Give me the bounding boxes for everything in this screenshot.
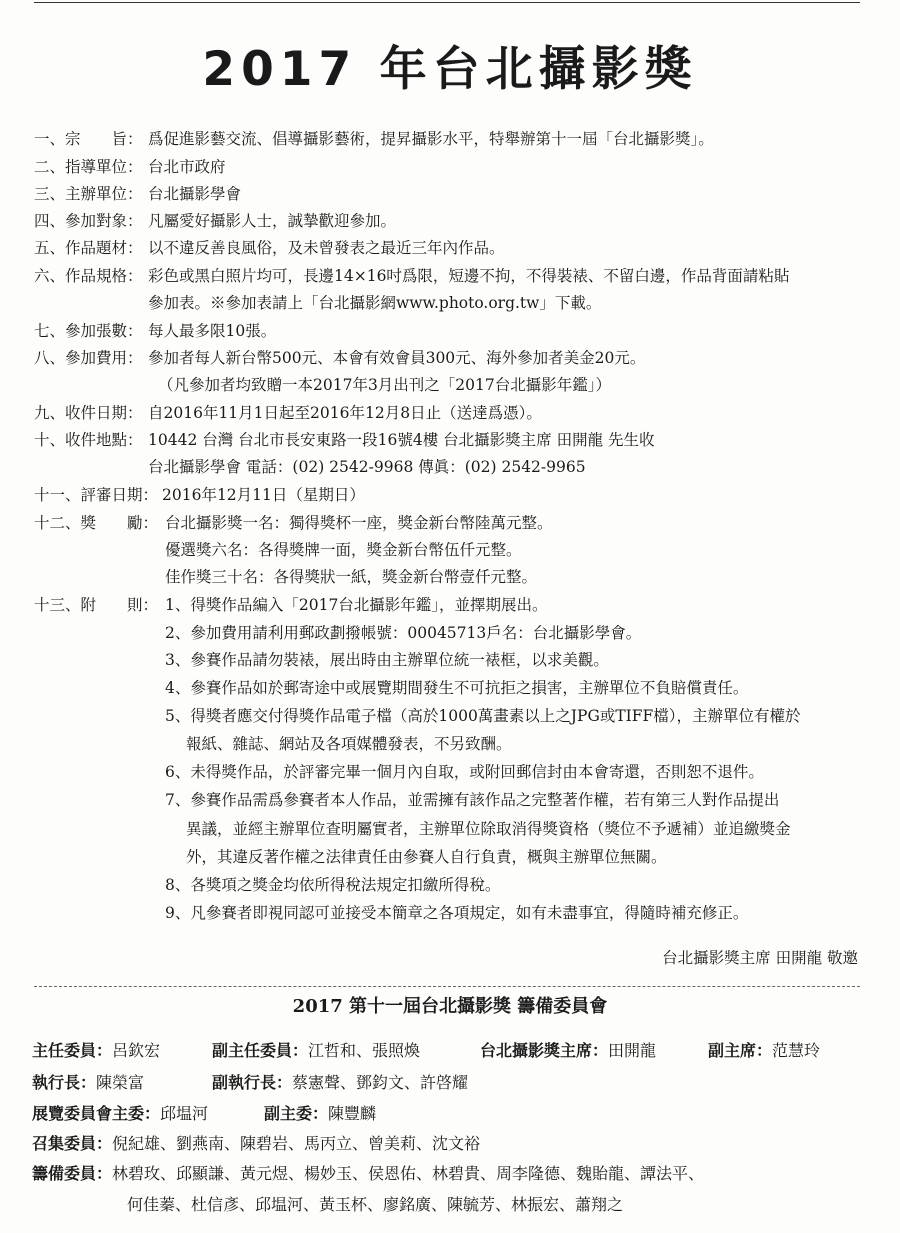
rule-line bbox=[165, 622, 641, 644]
rule-label: 十三、附 則： bbox=[34, 596, 159, 614]
rule-text: 佳作獎三十名：各得獎狀一紙，獎金新台幣壹仟元整。 bbox=[165, 568, 538, 586]
rule-line bbox=[148, 456, 586, 478]
rule-line bbox=[165, 902, 748, 924]
rule-text: 4、參賽作品如於郵寄途中或展覽期間發生不可抗拒之損害，主辦單位不負賠償責任。 bbox=[165, 679, 749, 697]
committee-member bbox=[32, 1163, 704, 1185]
rule-label: 三、主辦單位： bbox=[34, 185, 143, 203]
committee-names: 蔡憲聲、鄧鈞文、許啓耀 bbox=[292, 1073, 469, 1092]
committee-role: 展覽委員會主委： bbox=[32, 1104, 161, 1123]
rule-label: 六、作品規格： bbox=[34, 267, 143, 285]
rule-line bbox=[165, 874, 500, 896]
rule-line bbox=[34, 265, 789, 287]
committee-names: 江哲和、張照煥 bbox=[308, 1041, 421, 1060]
rule-text: 台北攝影學會 bbox=[148, 185, 242, 203]
committee-names: 陳豐麟 bbox=[328, 1104, 377, 1123]
rule-line bbox=[34, 128, 714, 150]
rule-line bbox=[165, 677, 748, 699]
rule-line bbox=[165, 539, 522, 561]
committee-names: 倪紀雄、劉燕南、陳碧岩、馬丙立、曾美莉、沈文裕 bbox=[112, 1134, 481, 1153]
rule-text: 6、未得獎作品，於評審完畢一個月內自取，或附回郵信封由本會寄還，否則恕不退件。 bbox=[165, 763, 764, 781]
rule-label: 五、作品題材： bbox=[34, 239, 143, 257]
committee-names: 范慧玲 bbox=[772, 1041, 821, 1060]
rule-label: 十、收件地點： bbox=[34, 431, 143, 449]
committee-role: 副執行長： bbox=[212, 1073, 293, 1092]
rule-label: 十一、評審日期： bbox=[34, 486, 159, 504]
committee-role: 主任委員： bbox=[32, 1041, 113, 1060]
committee-member bbox=[127, 1194, 623, 1216]
rule-label: 一、宗 旨： bbox=[34, 130, 143, 148]
rule-text: 台北攝影獎一名：獨得獎杯一座，獎金新台幣陸萬元整。 bbox=[165, 514, 553, 532]
committee-names: 呂欽宏 bbox=[112, 1041, 161, 1060]
rule-text: 參加者每人新台幣500元、本會有效會員300元、海外參加者美金20元。 bbox=[148, 349, 646, 367]
rule-text: 10442 台灣 台北市長安東路一段16號4樓 台北攝影獎主席 田開龍 先生收 bbox=[148, 431, 655, 449]
rule-text: 每人最多限10張。 bbox=[148, 322, 277, 340]
committee-names: 何佳蓁、杜信彥、邱塭河、黃玉杯、廖銘廣、陳毓芳、林振宏、蕭翔之 bbox=[127, 1195, 624, 1214]
rule-line bbox=[34, 594, 548, 616]
rule-text: 1、得獎作品編入「2017台北攝影年鑑」，並擇期展出。 bbox=[165, 596, 548, 614]
rule-text: （凡參加者均致贈一本2017年3月出刊之「2017台北攝影年鑑」） bbox=[158, 376, 612, 394]
rule-label: 七、參加張數： bbox=[34, 322, 143, 340]
rule-text: 凡屬愛好攝影人士，誠摯歡迎參加。 bbox=[148, 212, 397, 230]
rule-text: 台北市政府 bbox=[148, 158, 226, 176]
committee-role: 台北攝影獎主席： bbox=[480, 1041, 609, 1060]
rule-line bbox=[148, 292, 601, 314]
rule-text: 爲促進影藝交流、倡導攝影藝術，提昇攝影水平，特舉辦第十一屆「台北攝影獎」。 bbox=[148, 130, 714, 148]
committee-member bbox=[212, 1072, 468, 1094]
rule-line bbox=[34, 347, 645, 369]
rule-text: 2016年12月11日（星期日） bbox=[162, 486, 365, 504]
rule-text: 自2016年11月1日起至2016年12月8日止（送達爲憑）。 bbox=[148, 404, 542, 422]
page-title: 2017 年台北攝影獎 bbox=[202, 42, 698, 97]
committee-names: 邱塭河 bbox=[160, 1104, 209, 1123]
rule-text: 報紙、雜誌、網站及各項媒體發表，不另致酬。 bbox=[186, 735, 512, 753]
rule-line bbox=[34, 429, 655, 451]
rule-text: 異議，並經主辦單位查明屬實者，主辦單位除取消得獎資格（獎位不予遞補）並追繳獎金 bbox=[186, 820, 791, 838]
section-divider bbox=[34, 986, 860, 987]
rule-line bbox=[34, 237, 505, 259]
committee-role: 籌備委員： bbox=[32, 1164, 113, 1183]
committee-member bbox=[264, 1103, 376, 1125]
rule-line bbox=[34, 512, 553, 534]
committee-role: 召集委員： bbox=[32, 1134, 113, 1153]
committee-member bbox=[32, 1040, 160, 1062]
committee-role: 副主席： bbox=[708, 1041, 773, 1060]
rule-text: 3、參賽作品請勿裝裱，展出時由主辦單位統一裱框，以求美觀。 bbox=[165, 651, 609, 669]
rule-text: 彩色或黑白照片均可，長邊14×16吋爲限，短邊不拘，不得裝裱、不留白邊，作品背面請粘貼 bbox=[148, 267, 790, 285]
rule-line bbox=[34, 484, 365, 506]
rule-text: 2、參加費用請利用郵政劃撥帳號：00045713戶名：台北攝影學會。 bbox=[165, 624, 642, 642]
rule-line bbox=[186, 818, 791, 840]
rule-label: 二、指導單位： bbox=[34, 158, 143, 176]
committee-role: 執行長： bbox=[32, 1073, 97, 1092]
rule-label: 八、參加費用： bbox=[34, 349, 143, 367]
rule-line bbox=[34, 320, 276, 342]
rule-text: 外，其違反著作權之法律責任由參賽人自行負責，概與主辦單位無關。 bbox=[186, 848, 667, 866]
rule-label: 九、收件日期： bbox=[34, 404, 143, 422]
rule-line bbox=[165, 789, 779, 811]
rule-line bbox=[186, 733, 512, 755]
rule-line bbox=[165, 705, 801, 727]
rule-line bbox=[165, 761, 764, 783]
rule-label: 四、參加對象： bbox=[34, 212, 143, 230]
rule-line bbox=[34, 402, 542, 424]
committee-names: 林碧玫、邱顯謙、黃元煜、楊妙玉、侯恩佑、林碧貴、周李隆德、魏貽龍、譚法平、 bbox=[112, 1164, 705, 1183]
rule-label: 十二、獎 勵： bbox=[34, 514, 159, 532]
committee-member bbox=[32, 1133, 480, 1155]
rule-text: 參加表。※參加表請上「台北攝影網www.photo.org.tw」下載。 bbox=[148, 294, 602, 312]
rule-line bbox=[34, 183, 241, 205]
signature: 台北攝影獎主席 田開龍 敬邀 bbox=[662, 949, 858, 967]
committee-role: 副主委： bbox=[264, 1104, 329, 1123]
rule-text: 以不違反善良風俗，及未曾發表之最近三年內作品。 bbox=[148, 239, 505, 257]
rule-text: 5、得獎者應交付得獎作品電子檔（高於1000萬畫素以上之JPG或TIFF檔），主辦單位有權於 bbox=[165, 707, 801, 725]
rule-line bbox=[165, 649, 609, 671]
committee-names: 田開龍 bbox=[608, 1041, 657, 1060]
committee-member bbox=[32, 1072, 144, 1094]
rule-line bbox=[186, 846, 667, 868]
committee-names: 陳榮富 bbox=[96, 1073, 145, 1092]
committee-member bbox=[32, 1103, 208, 1125]
rule-text: 優選獎六名：各得獎牌一面，獎金新台幣伍仟元整。 bbox=[165, 541, 522, 559]
committee-role: 副主任委員： bbox=[212, 1041, 309, 1060]
rule-line bbox=[34, 156, 226, 178]
rule-line bbox=[34, 210, 396, 232]
rule-text: 8、各獎項之獎金均依所得稅法規定扣繳所得稅。 bbox=[165, 876, 501, 894]
top-rule bbox=[34, 2, 860, 3]
committee-title: 2017 第十一屆台北攝影獎 籌備委員會 bbox=[292, 996, 608, 1017]
rule-text: 7、參賽作品需爲參賽者本人作品，並需擁有該作品之完整著作權，若有第三人對作品提出 bbox=[165, 791, 780, 809]
rule-text: 9、凡參賽者即視同認可並接受本簡章之各項規定，如有未盡事宜，得隨時補充修正。 bbox=[165, 904, 749, 922]
rule-text: 台北攝影學會 電話：(02) 2542-9968 傳眞：(02) 2542-9965 bbox=[148, 458, 586, 476]
rule-line bbox=[165, 566, 537, 588]
committee-member bbox=[212, 1040, 420, 1062]
committee-member bbox=[708, 1040, 820, 1062]
committee-member bbox=[480, 1040, 656, 1062]
rule-line bbox=[158, 374, 611, 396]
